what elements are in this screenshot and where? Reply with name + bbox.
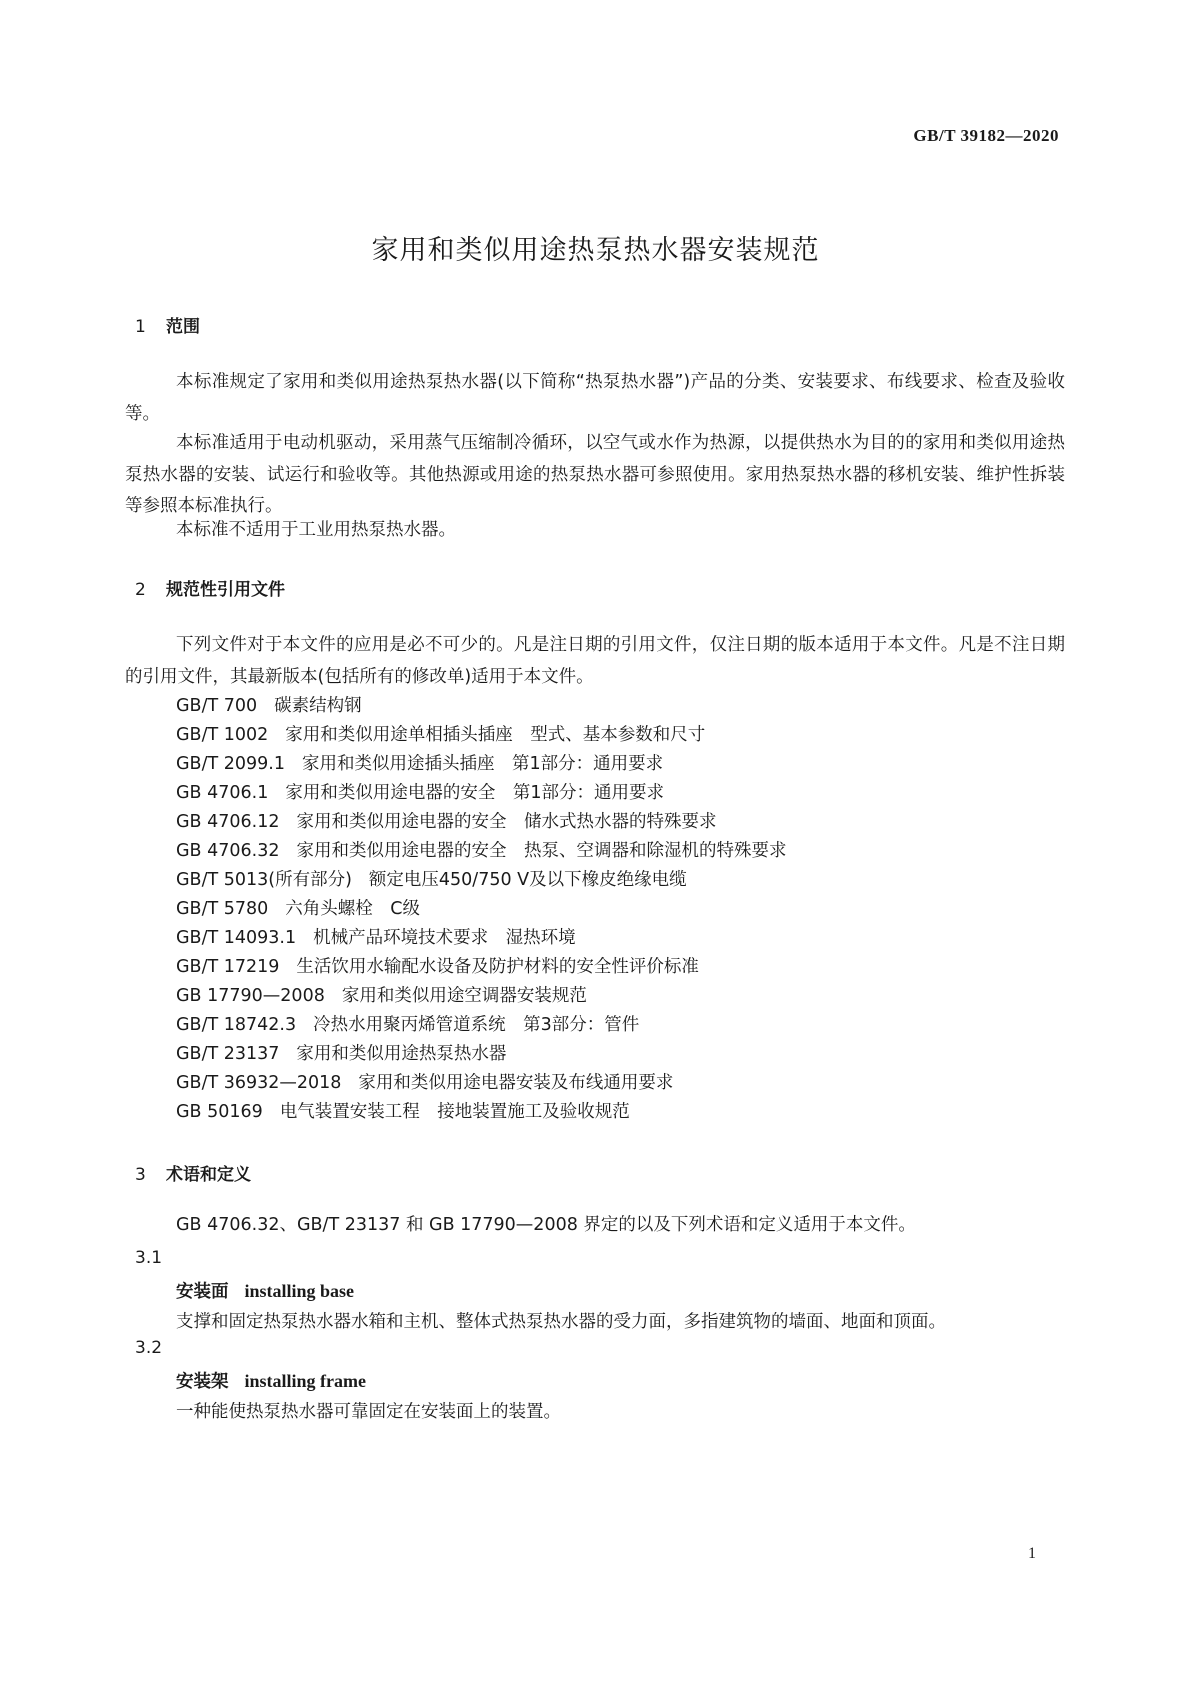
reference-code: GB/T 700 <box>176 696 258 716</box>
reference-code: GB/T 5780 <box>176 899 269 919</box>
reference-item <box>176 694 362 718</box>
reference-item <box>176 839 787 863</box>
section-1-heading <box>135 312 200 337</box>
term-english: installing base <box>244 1281 355 1301</box>
reference-item <box>176 752 663 776</box>
term-definition: 一种能使热泵热水器可靠固定在安装面上的装置。 <box>176 1402 561 1422</box>
reference-code: GB 50169 <box>176 1102 263 1122</box>
reference-code: GB 4706.32 <box>176 841 280 861</box>
document-title: 家用和类似用途热泵热水器安装规范 <box>371 235 820 266</box>
reference-code: GB/T 36932—2018 <box>176 1073 342 1093</box>
reference-item <box>176 723 705 747</box>
reference-title: 额定电压450/750 V及以下橡皮绝缘电缆 <box>368 870 687 890</box>
reference-title: 生活饮用水输配水设备及防护材料的安全性评价标准 <box>296 957 699 977</box>
section-number: 2 <box>135 580 146 600</box>
reference-item <box>176 955 699 979</box>
reference-title: 家用和类似用途插头插座 第1部分：通用要求 <box>301 754 664 774</box>
section-3-intro: GB 4706.32、GB/T 23137 和 GB 17790—2008 界定的以及下列术语和定义适用于本文件。 <box>176 1215 916 1235</box>
reference-item <box>176 1042 506 1066</box>
term-heading <box>176 1278 354 1303</box>
reference-title: 六角头螺栓 C级 <box>285 899 420 919</box>
section-1-paragraph-1: 本标准规定了家用和类似用途热泵热水器(以下简称“热泵热水器”)产品的分类、安装要求、布线要求、检查及验收等。 <box>125 372 1065 424</box>
section-title: 术语和定义 <box>166 1165 251 1185</box>
section-2-heading <box>135 575 285 600</box>
reference-item <box>176 810 717 834</box>
term-chinese: 安装架 <box>176 1372 229 1392</box>
reference-title: 冷热水用聚丙烯管道系统 第3部分：管件 <box>313 1015 640 1035</box>
reference-item <box>176 1071 673 1095</box>
reference-title: 家用和类似用途单相插头插座 型式、基本参数和尺寸 <box>285 725 706 745</box>
reference-code: GB 4706.12 <box>176 812 280 832</box>
section-number: 1 <box>135 317 146 337</box>
section-title: 范围 <box>166 317 200 337</box>
reference-code: GB/T 23137 <box>176 1044 280 1064</box>
clause-number: 3.1 <box>135 1248 163 1268</box>
clause-number: 3.2 <box>135 1338 163 1358</box>
reference-item <box>176 1013 639 1037</box>
reference-title: 家用和类似用途电器的安全 第1部分：通用要求 <box>285 783 665 803</box>
reference-code: GB/T 18742.3 <box>176 1015 297 1035</box>
term-chinese: 安装面 <box>176 1282 229 1302</box>
reference-title: 机械产品环境技术要求 湿热环境 <box>313 928 576 948</box>
page-number: 1 <box>1028 1545 1036 1562</box>
reference-code: GB 4706.1 <box>176 783 269 803</box>
reference-title: 家用和类似用途热泵热水器 <box>296 1044 507 1064</box>
section-2-intro: 下列文件对于本文件的应用是必不可少的。凡是注日期的引用文件，仅注日期的版本适用于本文件。凡是不注日期的引用文件，其最新版本(包括所有的修改单)适用于本文件。 <box>125 635 1065 687</box>
reference-code: GB/T 1002 <box>176 725 269 745</box>
reference-title: 碳素结构钢 <box>274 696 362 716</box>
reference-code: GB/T 17219 <box>176 957 280 977</box>
term-heading <box>176 1368 366 1393</box>
reference-item <box>176 926 576 950</box>
reference-code: GB/T 14093.1 <box>176 928 297 948</box>
section-title: 规范性引用文件 <box>166 580 285 600</box>
reference-title: 家用和类似用途电器的安全 热泵、空调器和除湿机的特殊要求 <box>296 841 787 861</box>
reference-code: GB/T 5013(所有部分) <box>176 870 352 890</box>
reference-code: GB/T 2099.1 <box>176 754 285 774</box>
reference-item <box>176 1100 630 1124</box>
term-english: installing frame <box>244 1371 366 1391</box>
section-1-paragraph-2: 本标准适用于电动机驱动，采用蒸气压缩制冷循环，以空气或水作为热源，以提供热水为目的的家用和类似用途热泵热水器的安装、试运行和验收等。其他热源或用途的热泵热水器可参照使用。家用热泵热水器的移机安装、维护性拆装等参照本标准执行。 <box>125 433 1065 516</box>
reference-code: GB 17790—2008 <box>176 986 325 1006</box>
reference-item <box>176 984 587 1008</box>
reference-title: 家用和类似用途空调器安装规范 <box>341 986 587 1006</box>
reference-item <box>176 897 420 921</box>
reference-title: 家用和类似用途电器的安全 储水式热水器的特殊要求 <box>296 812 717 832</box>
reference-title: 家用和类似用途电器安装及布线通用要求 <box>358 1073 674 1093</box>
section-1-paragraph-3: 本标准不适用于工业用热泵热水器。 <box>176 520 456 540</box>
section-3-heading <box>135 1160 251 1185</box>
section-number: 3 <box>135 1165 146 1185</box>
reference-item <box>176 868 687 892</box>
reference-title: 电气装置安装工程 接地装置施工及验收规范 <box>279 1102 630 1122</box>
standard-code: GB/T 39182—2020 <box>913 126 1059 145</box>
reference-item <box>176 781 664 805</box>
term-definition: 支撑和固定热泵热水器水箱和主机、整体式热泵热水器的受力面，多指建筑物的墙面、地面和顶面。 <box>176 1312 946 1332</box>
